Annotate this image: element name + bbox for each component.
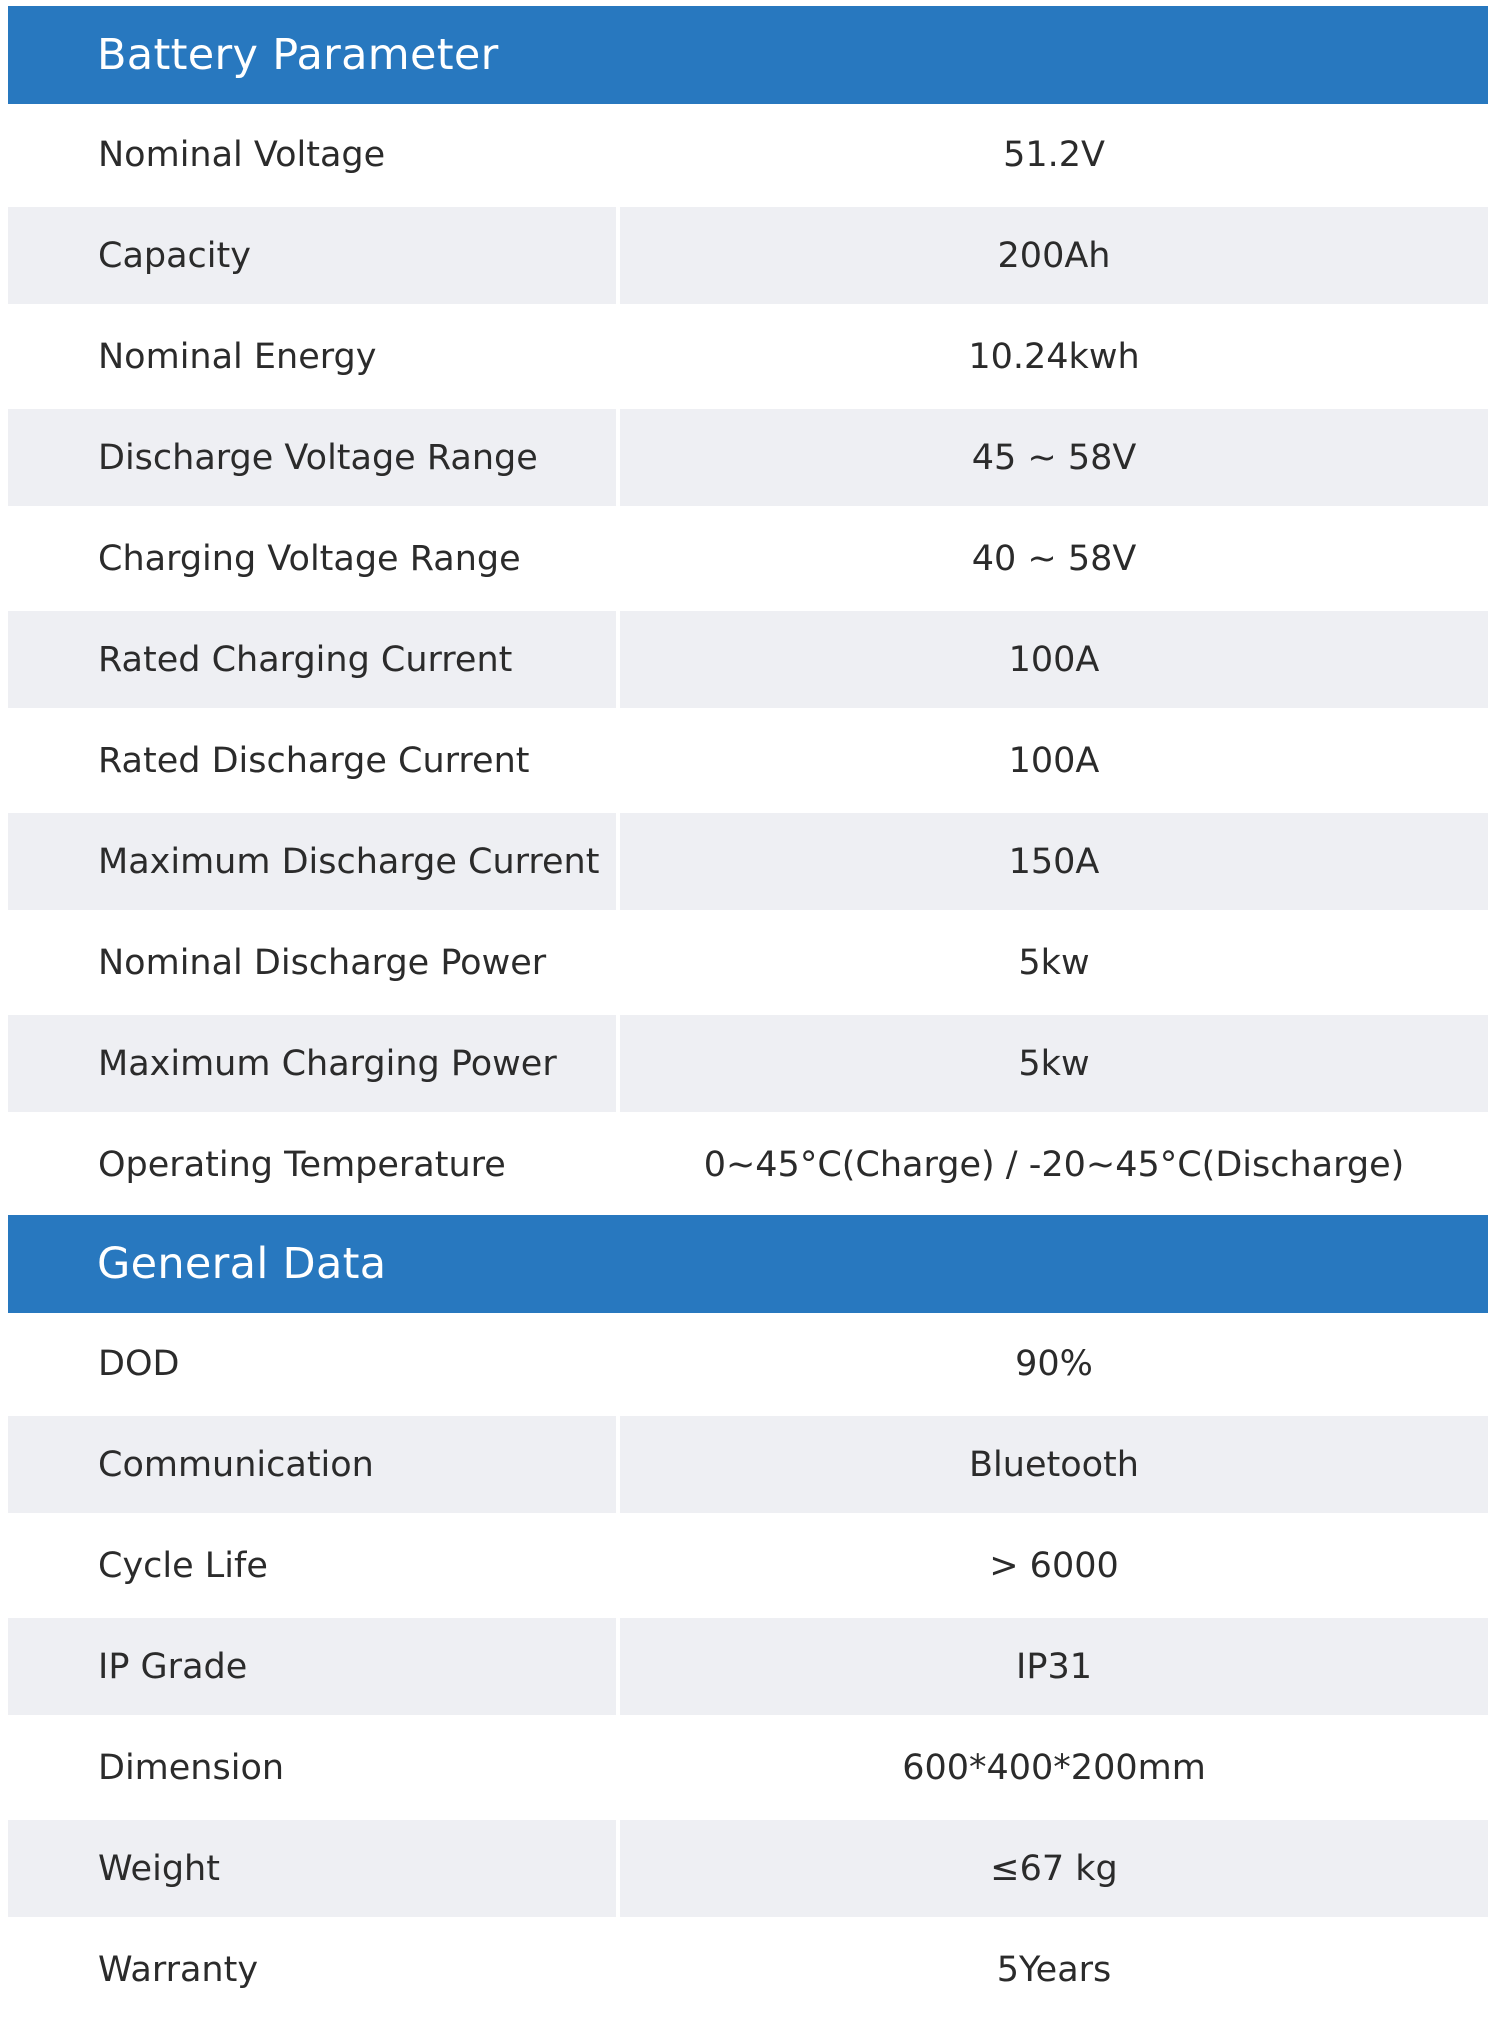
spec-sheet: [8, 6, 1488, 2020]
table-row: [8, 811, 1488, 912]
table-row: [8, 710, 1488, 811]
discharge-voltage-range-value: 45 ~ 58V: [620, 407, 1488, 508]
general-data-title: General Data: [97, 1239, 387, 1289]
warranty-value: 5Years: [620, 1919, 1488, 2020]
maximum-discharge-current-value: 150A: [620, 811, 1488, 912]
warranty-label: Warranty: [8, 1919, 620, 2020]
operating-temperature-value: 0~45°C(Charge) / -20~45°C(Discharge): [620, 1114, 1488, 1215]
dimension-label: Dimension: [8, 1717, 620, 1818]
table-row: [8, 306, 1488, 407]
dod-value: 90%: [620, 1313, 1488, 1414]
table-row: [8, 1818, 1488, 1919]
battery-parameter-header: [8, 6, 1488, 104]
ip-grade-value: IP31: [620, 1616, 1488, 1717]
table-row: [8, 1114, 1488, 1215]
nominal-energy-value: 10.24kwh: [620, 306, 1488, 407]
maximum-charging-power-label: Maximum Charging Power: [8, 1013, 620, 1114]
maximum-charging-power-value: 5kw: [620, 1013, 1488, 1114]
table-row: [8, 104, 1488, 205]
table-row: [8, 1515, 1488, 1616]
ip-grade-label: IP Grade: [8, 1616, 620, 1717]
operating-temperature-label: Operating Temperature: [8, 1114, 620, 1215]
rated-charging-current-label: Rated Charging Current: [8, 609, 620, 710]
rated-discharge-current-label: Rated Discharge Current: [8, 710, 620, 811]
charging-voltage-range-label: Charging Voltage Range: [8, 508, 620, 609]
nominal-voltage-label: Nominal Voltage: [8, 104, 620, 205]
capacity-value: 200Ah: [620, 205, 1488, 306]
nominal-voltage-value: 51.2V: [620, 104, 1488, 205]
general-data-header: [8, 1215, 1488, 1313]
table-row: [8, 1013, 1488, 1114]
discharge-voltage-range-label: Discharge Voltage Range: [8, 407, 620, 508]
weight-label: Weight: [8, 1818, 620, 1919]
dimension-value: 600*400*200mm: [620, 1717, 1488, 1818]
rated-discharge-current-value: 100A: [620, 710, 1488, 811]
rated-charging-current-value: 100A: [620, 609, 1488, 710]
capacity-label: Capacity: [8, 205, 620, 306]
table-row: [8, 1313, 1488, 1414]
nominal-energy-label: Nominal Energy: [8, 306, 620, 407]
table-row: [8, 1414, 1488, 1515]
table-row: [8, 1616, 1488, 1717]
table-row: [8, 205, 1488, 306]
table-row: [8, 912, 1488, 1013]
nominal-discharge-power-label: Nominal Discharge Power: [8, 912, 620, 1013]
table-row: [8, 1919, 1488, 2020]
communication-value: Bluetooth: [620, 1414, 1488, 1515]
cycle-life-label: Cycle Life: [8, 1515, 620, 1616]
table-row: [8, 508, 1488, 609]
table-row: [8, 609, 1488, 710]
weight-value: ≤67 kg: [620, 1818, 1488, 1919]
nominal-discharge-power-value: 5kw: [620, 912, 1488, 1013]
charging-voltage-range-value: 40 ~ 58V: [620, 508, 1488, 609]
maximum-discharge-current-label: Maximum Discharge Current: [8, 811, 620, 912]
cycle-life-value: > 6000: [620, 1515, 1488, 1616]
communication-label: Communication: [8, 1414, 620, 1515]
table-row: [8, 1717, 1488, 1818]
battery-parameter-title: Battery Parameter: [97, 30, 499, 80]
dod-label: DOD: [8, 1313, 620, 1414]
table-row: [8, 407, 1488, 508]
